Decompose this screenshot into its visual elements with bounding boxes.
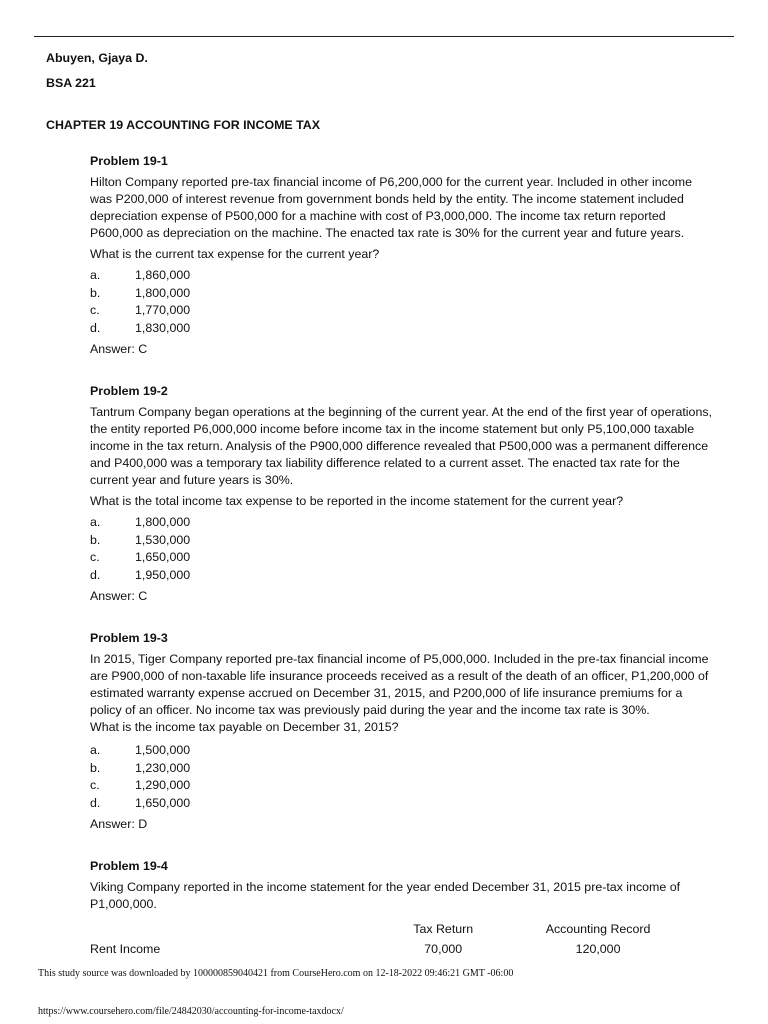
problem-question: What is the income tax payable on December 31, 2015? bbox=[90, 720, 399, 734]
option-letter: c. bbox=[90, 778, 100, 792]
problem-answer: Answer: C bbox=[90, 589, 148, 603]
col-header-tax-return: Tax Return bbox=[413, 921, 474, 936]
option-a bbox=[90, 514, 715, 532]
option-letter: c. bbox=[90, 303, 100, 317]
source-url[interactable]: https://www.coursehero.com/file/24842030/accounting-for-income-taxdocx/ bbox=[38, 1006, 344, 1017]
option-b bbox=[90, 532, 715, 550]
chapter-title: CHAPTER 19 ACCOUNTING FOR INCOME TAX bbox=[46, 118, 320, 132]
option-d bbox=[90, 320, 715, 338]
top-rule bbox=[34, 36, 734, 37]
table-header-row bbox=[90, 919, 690, 939]
option-letter: a. bbox=[90, 515, 101, 529]
option-value: 1,650,000 bbox=[135, 795, 191, 810]
option-letter: a. bbox=[90, 743, 101, 757]
problem-answer: Answer: C bbox=[90, 342, 148, 356]
problem-19-1 bbox=[90, 153, 715, 358]
option-letter: b. bbox=[90, 285, 101, 300]
problem-answer: Answer: D bbox=[90, 817, 148, 831]
row-label: Rent Income bbox=[90, 941, 161, 956]
option-value: 1,950,000 bbox=[135, 567, 191, 582]
option-b bbox=[90, 285, 715, 303]
option-letter: b. bbox=[90, 760, 101, 775]
problem-title: Problem 19-3 bbox=[90, 631, 168, 645]
row-tax-value: 70,000 bbox=[424, 941, 463, 956]
option-value: 1,770,000 bbox=[135, 303, 191, 317]
problem-text: Viking Company reported in the income statement for the year ended December 31, 2015 pre-tax income of P1,000,000. bbox=[90, 880, 681, 911]
option-value: 1,290,000 bbox=[135, 778, 191, 792]
option-a bbox=[90, 267, 715, 285]
option-value: 1,800,000 bbox=[135, 515, 191, 529]
option-letter: c. bbox=[90, 550, 100, 564]
option-d bbox=[90, 567, 715, 585]
option-d bbox=[90, 795, 715, 813]
row-accounting-value: 120,000 bbox=[575, 941, 621, 956]
option-letter: a. bbox=[90, 268, 101, 282]
option-c bbox=[90, 777, 715, 795]
option-a bbox=[90, 742, 715, 760]
problem-19-4 bbox=[90, 858, 715, 959]
option-letter: d. bbox=[90, 567, 101, 582]
option-value: 1,860,000 bbox=[135, 268, 191, 282]
problem-title: Problem 19-4 bbox=[90, 859, 168, 873]
problem-text: In 2015, Tiger Company reported pre-tax financial income of P5,000,000. Included in the pre-tax financial income are P900,000 of non-taxable life insurance proceeds received as a result of the death of an officer, P1,200,000 of estimated warranty expense accrued on December 31, 2015, and P200,000 of life insurance premiums for a policy of an officer. No income tax was previously paid during the year and the income tax rate is 30%. bbox=[90, 652, 709, 717]
option-value: 1,230,000 bbox=[135, 760, 191, 775]
problem-question: What is the current tax expense for the current year? bbox=[90, 247, 380, 261]
option-c bbox=[90, 302, 715, 320]
option-letter: d. bbox=[90, 795, 101, 810]
problem-title: Problem 19-1 bbox=[90, 154, 168, 168]
problem-title: Problem 19-2 bbox=[90, 384, 168, 398]
download-notice: This study source was downloaded by 100000859040421 from CourseHero.com on 12-18-2022 09:46:21 GMT -06:00 bbox=[38, 968, 514, 979]
table-row bbox=[90, 939, 690, 959]
document-body bbox=[46, 50, 726, 959]
option-value: 1,830,000 bbox=[135, 320, 191, 335]
problem-19-2 bbox=[90, 383, 715, 605]
option-value: 1,800,000 bbox=[135, 285, 191, 300]
student-section: BSA 221 bbox=[46, 76, 96, 90]
income-table bbox=[90, 919, 690, 959]
option-c bbox=[90, 549, 715, 567]
option-b bbox=[90, 760, 715, 778]
option-value: 1,530,000 bbox=[135, 532, 191, 547]
student-name: Abuyen, Gjaya D. bbox=[46, 51, 148, 65]
col-header-accounting-record: Accounting Record bbox=[545, 921, 651, 936]
problem-text: Tantrum Company began operations at the beginning of the current year. At the end of the first year of operations, the entity reported P6,000,000 income before income tax in the income statement but only P5,100,000 taxable income in the tax return. Analysis of the P900,000 difference revealed that P500,000 was a permanent difference and P400,000 was a temporary tax liability difference related to a current asset. The enacted tax rate for the current year and future years is 30%. bbox=[90, 405, 712, 487]
option-letter: b. bbox=[90, 532, 101, 547]
problem-text: Hilton Company reported pre-tax financial income of P6,200,000 for the current year. Included in other income was P200,000 of interest revenue from government bonds held by the entity. The income statement included depreciation expense of P500,000 for a machine with cost of P3,000,000. The income tax return reported P600,000 as depreciation on the machine. The enacted tax rate is 30% for the current year and future years. bbox=[90, 175, 692, 240]
option-letter: d. bbox=[90, 320, 101, 335]
problem-question: What is the total income tax expense to be reported in the income statement for the current year? bbox=[90, 494, 624, 508]
option-value: 1,500,000 bbox=[135, 743, 191, 757]
problem-19-3 bbox=[90, 630, 715, 833]
option-value: 1,650,000 bbox=[135, 550, 191, 564]
